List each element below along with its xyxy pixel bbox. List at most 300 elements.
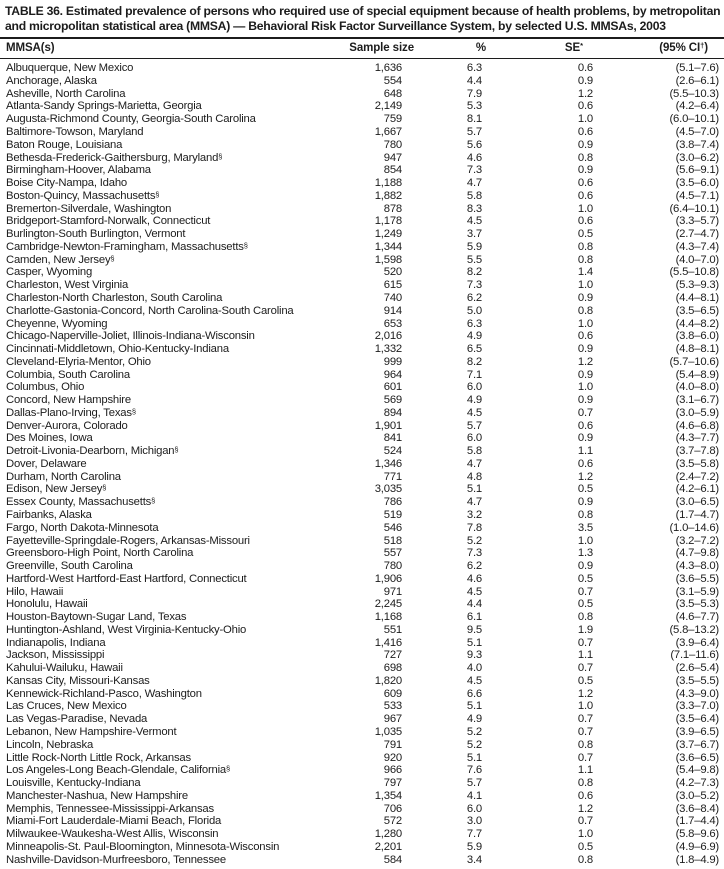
ci-cell: (3.1–6.7) [675, 394, 719, 407]
ci-cell: (4.4–8.1) [675, 291, 719, 304]
percent-cell: 6.5 [466, 343, 482, 356]
percent-cell: 3.0 [466, 815, 482, 828]
se-cell: 0.5 [577, 598, 593, 611]
percent-cell: 8.1 [466, 113, 482, 126]
percent-cell: 4.6 [466, 151, 482, 164]
sample-size-cell: 966 [383, 764, 402, 777]
sample-size-cell: 653 [383, 317, 402, 330]
se-cell: 1.0 [577, 828, 593, 841]
sample-size-cell: 1,344 [374, 240, 402, 253]
mmsa-name-cell [0, 598, 336, 611]
sample-size-cell: 786 [383, 496, 402, 509]
table-row [0, 369, 724, 382]
se-cell: 0.7 [577, 815, 593, 828]
ci-cell: (4.8–8.1) [675, 343, 719, 356]
sample-size-cell: 554 [383, 74, 402, 87]
percent-cell: 4.6 [466, 572, 482, 585]
sample-size-cell: 615 [383, 279, 402, 292]
se-cell: 0.6 [577, 215, 593, 228]
table-header [0, 38, 724, 59]
mmsa-name-cell [0, 624, 336, 637]
mmsa-name: Boston-Quincy, Massachusetts [6, 189, 156, 202]
mmsa-name: Huntington-Ashland, West Virginia-Kentucky-Ohio [6, 623, 247, 636]
sample-size-cell: 1,178 [374, 215, 402, 228]
se-cell: 0.8 [577, 508, 593, 521]
percent-cell: 7.3 [466, 164, 482, 177]
se-cell: 1.1 [577, 764, 593, 777]
mmsa-name: Atlanta-Sandy Springs-Marietta, Georgia [6, 100, 202, 113]
percent-cell: 8.2 [466, 355, 482, 368]
table-row [0, 777, 724, 790]
percent-cell: 4.5 [466, 674, 482, 687]
ci-cell: (4.3–7.7) [675, 432, 719, 445]
table-title-line-2: and micropolitan statistical area (MMSA) — Behavioral Risk Factor Surveillance System, by selected U.S. MMSAs, 2003 [5, 18, 666, 33]
mmsa-name: Jackson, Mississippi [6, 649, 105, 662]
se-cell: 0.8 [577, 151, 593, 164]
mmsa-name: Fayetteville-Springdale-Rogers, Arkansas-Missouri [6, 534, 250, 547]
mmsa-name-cell [0, 228, 336, 241]
sample-size-cell: 2,245 [374, 598, 402, 611]
mmsa-name: Denver-Aurora, Colorado [6, 419, 128, 432]
se-cell: 0.5 [577, 674, 593, 687]
mmsa-footnote-marker: § [155, 189, 160, 199]
ci-footnote-marker: † [700, 41, 705, 51]
column-header-se: SE* [498, 38, 603, 59]
mmsa-name-cell [0, 764, 336, 777]
mmsa-name: Boise City-Nampa, Idaho [6, 177, 127, 190]
sample-size-cell: 1,035 [374, 726, 402, 738]
mmsa-name-cell [0, 88, 336, 101]
ci-cell: (5.5–10.8) [669, 266, 719, 279]
mmsa-name: Louisville, Kentucky-Indiana [6, 777, 141, 790]
sample-size-cell: 771 [383, 470, 402, 483]
mmsa-name-cell [0, 59, 336, 75]
ci-cell: (4.2–6.1) [675, 483, 719, 496]
sample-size-cell: 797 [383, 777, 402, 790]
ci-cell: (3.9–6.4) [675, 636, 719, 649]
sample-size-cell: 1,906 [374, 572, 402, 585]
se-cell: 0.9 [577, 291, 593, 304]
ci-cell: (4.2–6.4) [675, 100, 719, 113]
mmsa-name-cell [0, 113, 336, 126]
mmsa-name: Hilo, Hawaii [6, 585, 64, 598]
table-row [0, 560, 724, 573]
table-row [0, 190, 724, 203]
percent-cell: 4.7 [466, 457, 482, 470]
ci-cell: (5.8–13.2) [669, 623, 719, 636]
sample-size-cell: 878 [383, 202, 402, 215]
mmsa-name-cell [0, 420, 336, 433]
percent-cell: 7.8 [466, 521, 482, 534]
se-cell: 0.9 [577, 394, 593, 407]
mmsa-name: Houston-Baytown-Sugar Land, Texas [6, 611, 187, 624]
se-cell: 0.8 [577, 853, 593, 866]
table-row [0, 254, 724, 267]
mmsa-name-cell [0, 343, 336, 356]
se-cell: 1.0 [577, 381, 593, 394]
mmsa-name-cell [0, 854, 336, 867]
se-cell: 1.1 [577, 445, 593, 458]
mmsa-name: Greensboro-High Point, North Carolina [6, 547, 194, 560]
mmsa-name-cell [0, 394, 336, 407]
se-cell: 0.5 [577, 483, 593, 496]
mmsa-name-cell [0, 828, 336, 841]
table-row [0, 59, 724, 75]
table-row [0, 535, 724, 548]
sample-size-cell: 572 [383, 815, 402, 828]
percent-cell: 6.2 [466, 560, 482, 573]
sample-size-cell: 1,249 [374, 228, 402, 241]
se-cell: 1.0 [577, 700, 593, 713]
table-row [0, 241, 724, 254]
mmsa-name-cell [0, 330, 336, 343]
mmsa-name: Birmingham-Hoover, Alabama [6, 164, 151, 177]
mmsa-name: Cleveland-Elyria-Mentor, Ohio [6, 355, 151, 368]
sample-size-cell: 3,035 [374, 483, 402, 496]
se-cell: 0.6 [577, 330, 593, 343]
mmsa-name-cell [0, 369, 336, 382]
percent-cell: 9.5 [466, 623, 482, 636]
mmsa-name: Albuquerque, New Mexico [6, 62, 134, 75]
mmsa-name-cell [0, 305, 336, 318]
mmsa-name: Miami-Fort Lauderdale-Miami Beach, Florida [6, 815, 222, 828]
percent-cell: 7.3 [466, 279, 482, 292]
mmsa-name-cell [0, 700, 336, 713]
mmsa-name-cell [0, 790, 336, 803]
mmsa-name-cell [0, 445, 336, 458]
sample-size-cell: 1,332 [374, 343, 402, 356]
sample-size-cell: 2,016 [374, 330, 402, 343]
table-row [0, 343, 724, 356]
table-row [0, 815, 724, 828]
ci-cell: (4.6–6.8) [675, 419, 719, 432]
percent-cell: 5.5 [466, 253, 482, 266]
ci-cell: (4.9–6.9) [675, 840, 719, 853]
table-row [0, 675, 724, 688]
mmsa-name-cell [0, 777, 336, 790]
mmsa-name: Fargo, North Dakota-Minnesota [6, 521, 159, 534]
mmsa-name-cell [0, 177, 336, 190]
se-cell: 0.8 [577, 738, 593, 751]
table-row [0, 152, 724, 165]
ci-cell: (4.3–7.4) [675, 240, 719, 253]
mmsa-footnote-marker: § [243, 240, 248, 250]
percent-cell: 4.7 [466, 496, 482, 509]
table-row [0, 611, 724, 624]
percent-cell: 5.6 [466, 138, 482, 151]
ci-cell: (3.9–6.5) [675, 726, 719, 738]
ci-cell: (3.7–7.8) [675, 445, 719, 458]
mmsa-name: Lincoln, Nebraska [6, 738, 94, 751]
sample-size-cell: 609 [383, 687, 402, 700]
table-row [0, 318, 724, 331]
table-title-line-1: TABLE 36. Estimated prevalence of persons who required use of special equipment because of health problems, by metropolitan [5, 4, 721, 18]
sample-size-cell: 1,280 [374, 828, 402, 841]
percent-cell: 5.1 [466, 636, 482, 649]
percent-cell: 8.2 [466, 266, 482, 279]
ci-cell: (6.4–10.1) [669, 202, 719, 215]
percent-cell: 5.1 [466, 751, 482, 764]
mmsa-name-cell [0, 279, 336, 292]
mmsa-name-cell [0, 803, 336, 816]
ci-cell: (1.7–4.7) [675, 508, 719, 521]
mmsa-name: Nashville-Davidson-Murfreesboro, Tennessee [6, 853, 226, 866]
sample-size-cell: 854 [383, 164, 402, 177]
table-row [0, 496, 724, 509]
percent-cell: 7.9 [466, 87, 482, 100]
se-cell: 1.2 [577, 87, 593, 100]
mmsa-name: Detroit-Livonia-Dearborn, Michigan [6, 445, 175, 458]
ci-cell: (6.0–10.1) [669, 113, 719, 126]
mmsa-name-cell [0, 203, 336, 216]
mmsa-name-cell [0, 407, 336, 420]
sample-size-cell: 2,149 [374, 100, 402, 113]
mmsa-name: Dallas-Plano-Irving, Texas [6, 406, 132, 419]
se-cell: 0.5 [577, 228, 593, 241]
ci-cell: (3.5–5.3) [675, 598, 719, 611]
se-footnote-marker: * [580, 41, 583, 51]
sample-size-cell: 1,354 [374, 789, 402, 802]
table-row [0, 598, 724, 611]
mmsa-name-cell [0, 292, 336, 305]
percent-cell: 7.1 [466, 368, 482, 381]
mmsa-name-cell [0, 573, 336, 586]
table-row [0, 649, 724, 662]
se-cell: 0.9 [577, 432, 593, 445]
percent-cell: 3.4 [466, 853, 482, 866]
sample-size-cell: 706 [383, 802, 402, 815]
se-cell: 0.7 [577, 713, 593, 726]
percent-cell: 7.6 [466, 764, 482, 777]
percent-cell: 4.5 [466, 215, 482, 228]
ci-cell: (4.7–9.8) [675, 547, 719, 560]
mmsa-name-cell [0, 522, 336, 535]
mmsa-name: Fairbanks, Alaska [6, 508, 92, 521]
table-row [0, 305, 724, 318]
mmsa-name: Manchester-Nashua, New Hampshire [6, 789, 188, 802]
mmsa-name: Baltimore-Towson, Maryland [6, 126, 144, 139]
se-cell: 1.1 [577, 649, 593, 662]
mmsa-name-cell [0, 752, 336, 765]
mmsa-name-cell [0, 458, 336, 471]
se-cell: 0.6 [577, 189, 593, 202]
se-cell: 1.0 [577, 279, 593, 292]
ci-cell: (7.1–11.6) [670, 649, 719, 662]
table-row [0, 573, 724, 586]
sample-size-cell: 1,901 [374, 419, 402, 432]
mmsa-name-cell [0, 841, 336, 854]
se-cell: 0.7 [577, 585, 593, 598]
mmsa-name: Anchorage, Alaska [6, 74, 97, 87]
mmsa-name: Little Rock-North Little Rock, Arkansas [6, 751, 191, 764]
sample-size-cell: 727 [383, 649, 402, 662]
sample-size-cell: 971 [383, 585, 402, 598]
table-row [0, 471, 724, 484]
mmsa-name: Essex County, Massachusetts [6, 496, 152, 509]
mmsa-name: Casper, Wyoming [6, 266, 93, 279]
mmsa-name: Kahului-Wailuku, Hawaii [6, 662, 123, 675]
mmsa-name-cell [0, 254, 336, 267]
ci-cell: (3.7–6.7) [675, 738, 719, 751]
table-row [0, 126, 724, 139]
mmsa-name-cell [0, 318, 336, 331]
sample-size-cell: 759 [383, 113, 402, 126]
mmsa-name: Las Cruces, New Mexico [6, 700, 127, 713]
ci-cell: (5.3–9.3) [675, 279, 719, 292]
mmsa-footnote-marker: § [102, 483, 107, 493]
mmsa-name: Columbus, Ohio [6, 381, 85, 394]
table-row [0, 662, 724, 675]
mmsa-name-cell [0, 100, 336, 113]
se-cell: 0.8 [577, 777, 593, 790]
se-cell: 0.7 [577, 636, 593, 649]
sample-size-cell: 520 [383, 266, 402, 279]
table-row [0, 828, 724, 841]
table-row [0, 356, 724, 369]
mmsa-name: Cheyenne, Wyoming [6, 317, 108, 330]
mmsa-name-cell [0, 126, 336, 139]
sample-size-cell: 967 [383, 713, 402, 726]
mmsa-name: Bethesda-Frederick-Gaithersburg, Maryland [6, 151, 219, 164]
ci-cell: (5.6–9.1) [675, 164, 719, 177]
sample-size-cell: 698 [383, 662, 402, 675]
table-row [0, 75, 724, 88]
mmsa-name-cell [0, 726, 336, 739]
table-row [0, 713, 724, 726]
se-cell: 0.7 [577, 406, 593, 419]
table-row [0, 139, 724, 152]
sample-size-cell: 841 [383, 432, 402, 445]
percent-cell: 4.5 [466, 406, 482, 419]
ci-cell: (4.2–7.3) [675, 777, 719, 790]
percent-cell: 5.2 [466, 738, 482, 751]
mmsa-name: Honolulu, Hawaii [6, 598, 88, 611]
percent-cell: 6.1 [466, 611, 482, 624]
ci-cell: (2.4–7.2) [675, 470, 719, 483]
table-row [0, 764, 724, 777]
table-row [0, 547, 724, 560]
mmsa-name-cell [0, 815, 336, 828]
table-row [0, 637, 724, 650]
se-cell: 0.9 [577, 496, 593, 509]
se-cell: 0.9 [577, 368, 593, 381]
percent-cell: 4.9 [466, 394, 482, 407]
table-row [0, 100, 724, 113]
sample-size-cell: 999 [383, 355, 402, 368]
se-cell: 3.5 [577, 521, 593, 534]
mmsa-footnote-marker: § [226, 764, 231, 774]
mmsa-name: Charlotte-Gastonia-Concord, North Carolina-South Carolina [6, 304, 294, 317]
mmsa-name-cell [0, 662, 336, 675]
percent-cell: 5.8 [466, 445, 482, 458]
mmsa-name-cell [0, 688, 336, 701]
se-cell: 0.9 [577, 343, 593, 356]
mmsa-name-cell [0, 637, 336, 650]
percent-cell: 4.4 [466, 598, 482, 611]
ci-cell: (3.1–5.9) [675, 585, 719, 598]
table-row [0, 113, 724, 126]
mmsa-name-cell [0, 152, 336, 165]
se-cell: 0.7 [577, 726, 593, 738]
se-cell: 1.2 [577, 355, 593, 368]
percent-cell: 4.9 [466, 330, 482, 343]
sample-size-cell: 2,201 [374, 840, 402, 853]
ci-cell: (2.6–5.4) [675, 662, 719, 675]
se-cell: 1.0 [577, 534, 593, 547]
mmsa-name-cell [0, 675, 336, 688]
mmsa-name-cell [0, 547, 336, 560]
table-row [0, 586, 724, 599]
mmsa-name: Chicago-Naperville-Joliet, Illinois-Indiana-Wisconsin [6, 330, 255, 343]
table-row [0, 381, 724, 394]
ci-cell: (3.6–6.5) [675, 751, 719, 764]
se-cell: 0.9 [577, 164, 593, 177]
mmsa-name: Burlington-South Burlington, Vermont [6, 228, 186, 241]
mmsa-name: Charleston, West Virginia [6, 279, 129, 292]
sample-size-cell: 569 [383, 394, 402, 407]
ci-cell: (3.5–5.8) [675, 457, 719, 470]
sample-size-cell: 551 [383, 623, 402, 636]
mmsa-name-cell [0, 471, 336, 484]
se-cell: 1.3 [577, 547, 593, 560]
mmsa-name-cell [0, 509, 336, 522]
table-row [0, 420, 724, 433]
table-row [0, 445, 724, 458]
mmsa-name-cell [0, 356, 336, 369]
mmsa-name-cell [0, 432, 336, 445]
percent-cell: 9.3 [466, 649, 482, 662]
percent-cell: 5.9 [466, 840, 482, 853]
sample-size-cell: 791 [383, 738, 402, 751]
sample-size-cell: 894 [383, 406, 402, 419]
percent-cell: 6.3 [466, 317, 482, 330]
percent-cell: 5.2 [466, 726, 482, 738]
mmsa-name: Hartford-West Hartford-East Hartford, Connecticut [6, 572, 247, 585]
mmsa-name-cell [0, 649, 336, 662]
percent-cell: 6.3 [466, 62, 482, 75]
sample-size-cell: 557 [383, 547, 402, 560]
ci-cell: (4.4–8.2) [675, 317, 719, 330]
percent-cell: 5.7 [466, 126, 482, 139]
se-cell: 0.8 [577, 304, 593, 317]
ci-cell: (4.6–7.7) [675, 611, 719, 624]
mmsa-name: Columbia, South Carolina [6, 368, 130, 381]
se-cell: 0.6 [577, 177, 593, 190]
table-row [0, 292, 724, 305]
ci-cell: (1.8–4.9) [675, 853, 719, 866]
se-cell: 0.6 [577, 419, 593, 432]
ci-cell: (3.3–7.0) [675, 700, 719, 713]
table-row [0, 407, 724, 420]
percent-cell: 7.7 [466, 828, 482, 841]
percent-cell: 4.1 [466, 789, 482, 802]
ci-cell: (3.5–6.4) [675, 713, 719, 726]
table-row [0, 330, 724, 343]
mmsa-name: Lebanon, New Hampshire-Vermont [6, 726, 177, 738]
ci-cell: (2.7–4.7) [675, 228, 719, 241]
sample-size-cell: 648 [383, 87, 402, 100]
table-row [0, 279, 724, 292]
sample-size-cell: 914 [383, 304, 402, 317]
percent-cell: 3.2 [466, 508, 482, 521]
se-cell: 0.6 [577, 126, 593, 139]
ci-cell: (3.8–6.0) [675, 330, 719, 343]
mmsa-name: Las Vegas-Paradise, Nevada [6, 713, 148, 726]
ci-cell: (4.5–7.0) [675, 126, 719, 139]
mmsa-name: Greenville, South Carolina [6, 560, 133, 573]
table-row [0, 841, 724, 854]
se-cell: 0.6 [577, 789, 593, 802]
